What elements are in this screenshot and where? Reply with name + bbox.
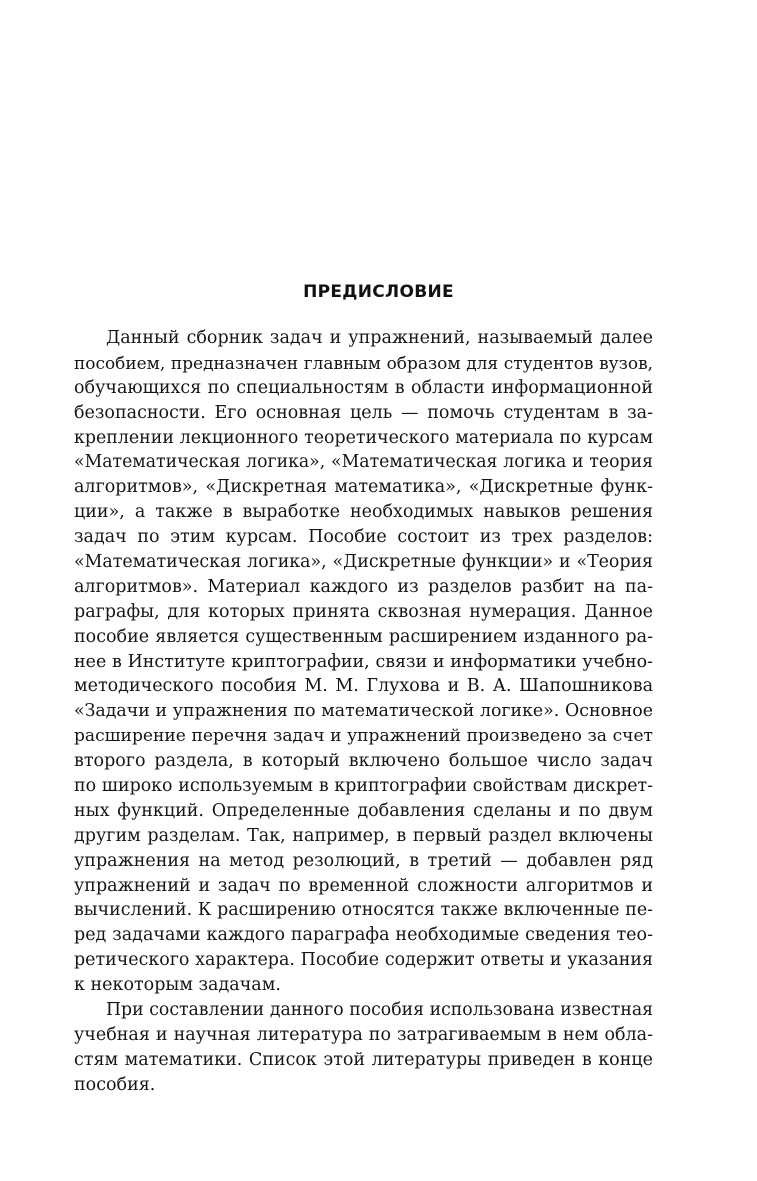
text-line: нее в Институте криптографии, связи и информатики учебно- — [74, 651, 653, 672]
text-line: «Математическая логика», «Математическая логика и теория — [74, 452, 653, 473]
text-line: ции», а также в выработке необходимых навыков решения — [74, 502, 653, 523]
page-title: ПРЕДИСЛОВИЕ — [303, 282, 454, 302]
text-line: При составлении данного пособия использована известная — [106, 1000, 653, 1021]
text-line: пособия. — [74, 1074, 156, 1095]
text-line: по широко используемым в криптографии свойствам дискрет- — [74, 776, 653, 797]
text-line: креплении лекционного теоретического материала по курсам — [74, 427, 653, 448]
text-line: «Математическая логика», «Дискретные функции» и «Теория — [74, 552, 653, 573]
text-line: раграфы, для которых принята сквозная нумерация. Данное — [74, 601, 653, 622]
text-line: алгоритмов», «Дискретная математика», «Дискретные функ- — [74, 477, 653, 498]
text-line: ретического характера. Пособие содержит ответы и указания — [74, 950, 653, 971]
text-line: пособием, предназначен главным образом для студентов вузов, — [74, 352, 653, 373]
text-line: другим разделам. Так, например, в первый раздел включены — [74, 825, 653, 846]
paragraph-1 — [74, 326, 653, 998]
text-line: стям математики. Список этой литературы приведен в конце — [74, 1049, 653, 1070]
text-line: обучающихся по специальностям в области информационной — [74, 377, 653, 398]
text-line: второго раздела, в который включено большое число задач — [74, 751, 653, 772]
text-line: пособие является существенным расширением изданного ра- — [74, 626, 653, 647]
text-line: учебная и научная литература по затрагиваемым в нем обла- — [74, 1024, 653, 1045]
text-line: задач по этим курсам. Пособие состоит из трех разделов: — [74, 527, 653, 548]
preface-body — [74, 326, 653, 1098]
text-line: к некоторым задачам. — [74, 975, 281, 996]
text-line: Данный сборник задач и упражнений, называемый далее — [106, 328, 653, 348]
text-line: методического пособия М. М. Глухова и В. А. Шапошникова — [74, 676, 653, 697]
text-line: ред задачами каждого параграфа необходимые сведения тео- — [74, 925, 653, 946]
text-line: «Задачи и упражнения по математической логике». Основное — [74, 701, 653, 722]
text-line: ных функций. Определенные добавления сделаны и по двум — [74, 800, 653, 821]
text-line: упражнения на метод резолюций, в третий — добавлен ряд — [74, 850, 653, 871]
text-line: безопасности. Его основная цель — помочь студентам в за- — [74, 402, 653, 423]
paragraph-2 — [74, 998, 653, 1098]
text-line: вычислений. К расширению относятся также включенные пе- — [74, 900, 653, 921]
text-line: упражнений и задач по временной сложности алгоритмов и — [74, 875, 653, 896]
text-line: алгоритмов». Материал каждого из разделов разбит на па- — [74, 576, 653, 597]
text-line: расширение перечня задач и упражнений произведено за счет — [74, 726, 653, 747]
